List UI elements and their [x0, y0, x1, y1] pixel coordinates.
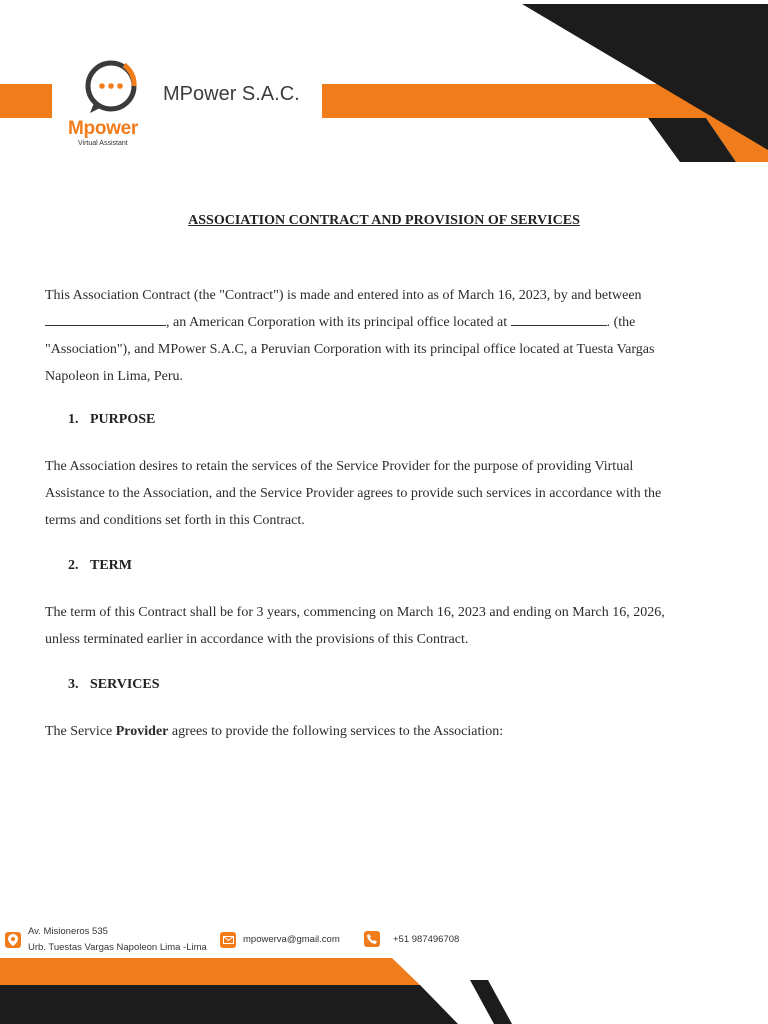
- intro-line-1: This Association Contract (the "Contract") is made and entered into as of March 16, 2023, by and between: [45, 288, 642, 303]
- purpose-line: terms and conditions set forth in this Contract.: [45, 513, 305, 528]
- address-line-1: Av. Misioneros 535: [28, 926, 108, 937]
- section-heading-services: [68, 677, 160, 693]
- section-number: 2.: [68, 558, 79, 573]
- phone-icon: [364, 931, 380, 947]
- services-text-before: The Service: [45, 724, 116, 739]
- section-title: PURPOSE: [90, 412, 156, 427]
- purpose-paragraph: [45, 453, 725, 534]
- section-heading-term: [68, 558, 132, 574]
- mail-icon: [220, 932, 236, 948]
- blank-field-office-address: [511, 311, 607, 326]
- header-orange-band-left: [0, 84, 52, 118]
- intro-line-3: "Association"), and MPower S.A.C, a Peruvian Corporation with its principal office located at Tuesta Vargas: [45, 342, 655, 357]
- section-title: TERM: [90, 558, 132, 573]
- footer-address: [28, 924, 207, 956]
- purpose-line: Assistance to the Association, and the Service Provider agrees to provide such services in accordance with the: [45, 486, 662, 501]
- term-line: unless terminated earlier in accordance with the provisions of this Contract.: [45, 632, 469, 647]
- term-paragraph: [45, 599, 725, 653]
- blank-field-association-name: [45, 311, 166, 326]
- section-heading-purpose: [68, 412, 155, 428]
- intro-line-4: Napoleon in Lima, Peru.: [45, 369, 184, 384]
- intro-line-2-end: . (the: [606, 315, 636, 330]
- logo-wordmark: [68, 118, 138, 140]
- logo-tagline: Virtual Assistant: [78, 140, 128, 147]
- location-pin-icon: [5, 932, 21, 948]
- section-number: 3.: [68, 677, 79, 692]
- services-text-after: agrees to provide the following services to the Association:: [168, 724, 504, 739]
- address-line-2: Urb. Tuestas Vargas Napoleon Lima -Lima: [28, 942, 207, 953]
- intro-line-2-text: , an American Corporation with its principal office located at: [166, 315, 508, 330]
- section-number: 1.: [68, 412, 79, 427]
- section-title: SERVICES: [90, 677, 160, 692]
- logo-wordmark-text: Mpower: [68, 118, 138, 139]
- document-title: ASSOCIATION CONTRACT AND PROVISION OF SERVICES: [188, 213, 580, 228]
- services-paragraph: [45, 718, 725, 745]
- intro-paragraph: [45, 282, 725, 390]
- services-text-bold: Provider: [115, 724, 169, 739]
- footer-orange-band: [0, 958, 420, 985]
- footer-black-slash: [470, 980, 512, 1024]
- footer-phone[interactable]: +51 987496708: [393, 934, 460, 945]
- intro-line-2: [45, 309, 725, 336]
- footer-email[interactable]: mpowerva@gmail.com: [243, 934, 340, 945]
- footer-black-band: [0, 985, 458, 1024]
- term-line: The term of this Contract shall be for 3 years, commencing on March 16, 2023 and ending on March 16, 2026,: [45, 605, 665, 620]
- footer-decoration: [0, 955, 768, 1024]
- company-name: MPower S.A.C.: [163, 83, 300, 105]
- purpose-line: The Association desires to retain the services of the Service Provider for the purpose of providing Virtual: [45, 459, 634, 474]
